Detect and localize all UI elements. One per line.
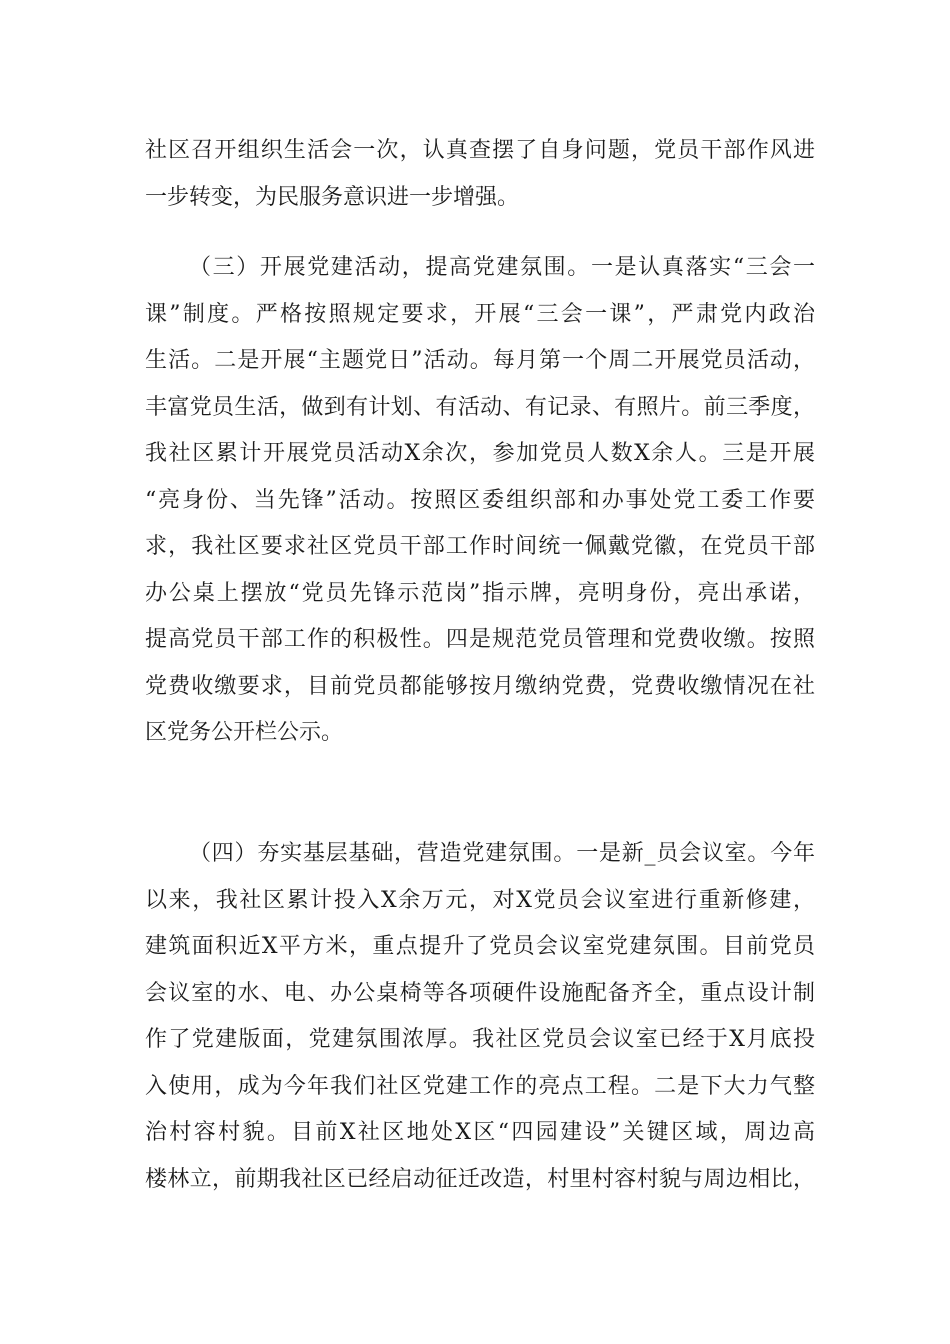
paragraph-line: （三）开展党建活动，提高党建氛围。一是认真落实“三会一	[189, 255, 815, 280]
paragraph-line: 区党务公开栏公示。	[145, 720, 344, 745]
paragraph-line: 社区召开组织生活会一次，认真查摆了自身问题，党员干部作风进	[145, 138, 815, 163]
paragraph-line: 党费收缴要求，目前党员都能够按月缴纳党费，党费收缴情况在社	[145, 673, 815, 699]
paragraph-line: （四）夯实基层基础，营造党建氛围。一是新_员会议室。今年	[189, 841, 815, 866]
paragraph-line: 生活。二是开展“主题党日”活动。每月第一个周二开展党员活动，	[145, 348, 815, 373]
paragraph-line: 一步转变，为民服务意识进一步增强。	[145, 184, 520, 210]
paragraph-line: 入使用，成为今年我们社区党建工作的亮点工程。二是下大力气整	[145, 1073, 815, 1099]
paragraph-line: “亮身份、当先锋”活动。按照区委组织部和办事处党工委工作要	[145, 487, 815, 513]
paragraph-line: 求，我社区要求社区党员干部工作时间统一佩戴党徽，在党员干部	[145, 534, 815, 559]
paragraph-line: 我社区累计开展党员活动X余次，参加党员人数X余人。三是开展	[145, 441, 815, 466]
paragraph-section-four	[145, 831, 815, 1203]
paragraph-line: 办公桌上摆放“党员先锋示范岗”指示牌，亮明身份，亮出承诺，	[145, 580, 815, 606]
paragraph-line: 丰富党员生活，做到有计划、有活动、有记录、有照片。前三季度，	[145, 394, 815, 420]
paragraph-line: 提高党员干部工作的积极性。四是规范党员管理和党费收缴。按照	[145, 627, 815, 652]
paragraph-line: 以来，我社区累计投入X余万元，对X党员会议室进行重新修建，	[145, 887, 815, 913]
paragraph-line: 治村容村貌。目前X社区地处X区“四园建设”关键区域，周边高	[145, 1120, 815, 1145]
paragraph-section-three	[145, 245, 815, 757]
paragraph-line: 会议室的水、电、办公桌椅等各项硬件设施配备齐全，重点设计制	[145, 980, 815, 1006]
paragraph-line: 课”制度。严格按照规定要求，开展“三会一课”，严肃党内政治	[145, 301, 815, 327]
paragraph-continuation	[145, 128, 815, 221]
paragraph-line: 作了党建版面，党建氛围浓厚。我社区党员会议室已经于X月底投	[145, 1027, 815, 1052]
paragraph-line: 建筑面积近X平方米，重点提升了党员会议室党建氛围。目前党员	[145, 934, 815, 959]
paragraph-line: 楼林立，前期我社区已经启动征迁改造，村里村容村貌与周边相比，	[145, 1166, 815, 1192]
